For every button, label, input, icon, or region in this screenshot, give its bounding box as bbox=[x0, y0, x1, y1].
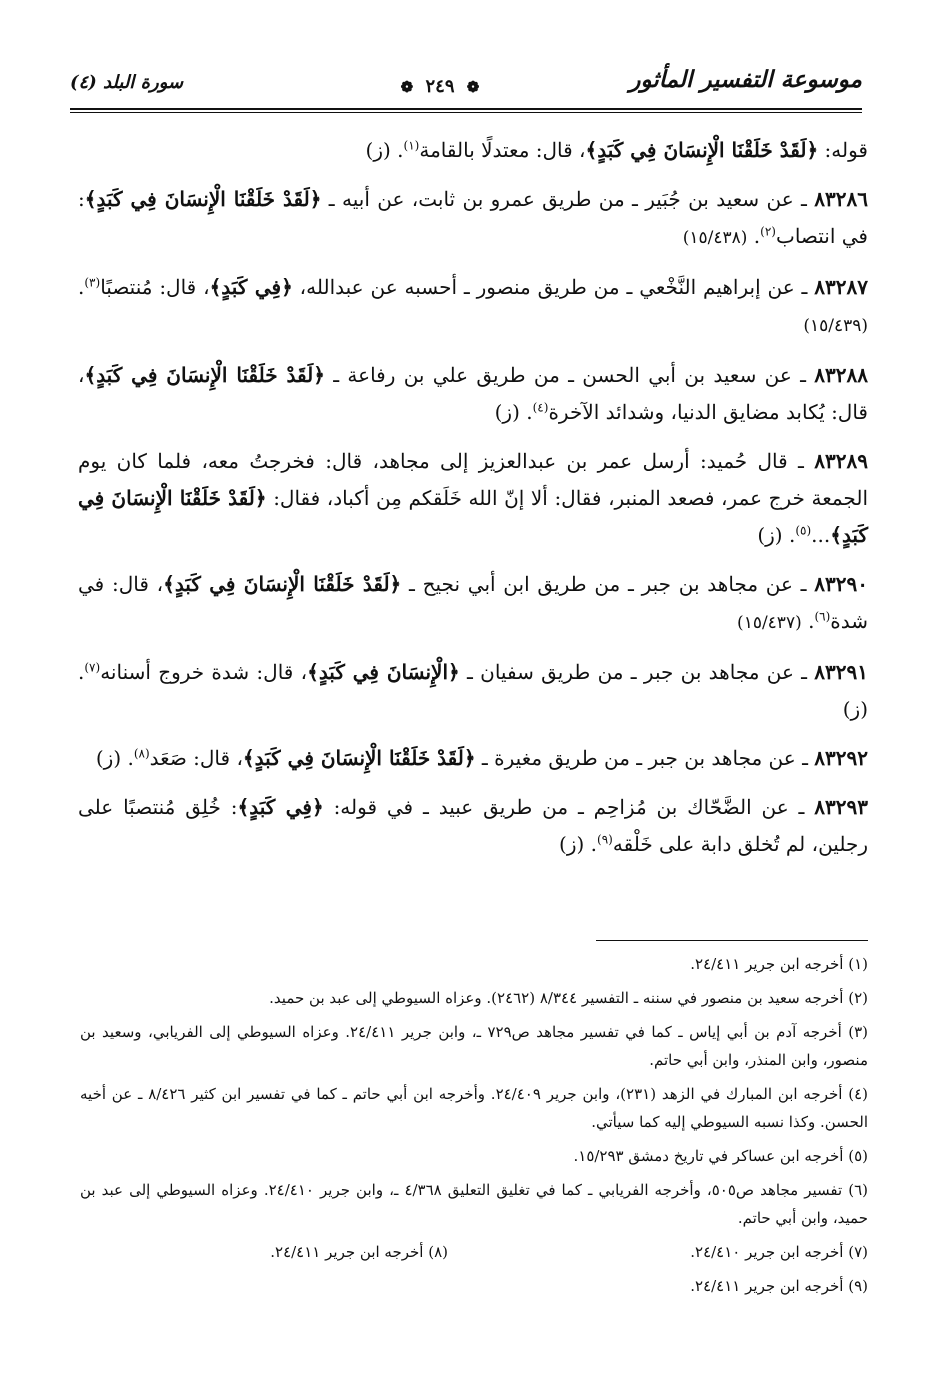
footnotes bbox=[80, 950, 868, 1306]
quran-verse: ﴿لَقَدْ خَلَقْنَا الْإِنسَانَ فِي كَبَدٍ﴾ bbox=[163, 572, 402, 596]
footnote-marker: (١) bbox=[403, 138, 420, 153]
quran-verse: ﴿لَقَدْ خَلَقْنَا الْإِنسَانَ فِي كَبَدٍ﴾ bbox=[585, 138, 819, 162]
main-text bbox=[78, 132, 868, 875]
footnote-marker: (٣) bbox=[84, 275, 101, 290]
footnote-8: (٨) أخرجه ابن جرير ٢٤/٤١١. bbox=[270, 1243, 448, 1261]
narration-entry bbox=[78, 443, 868, 554]
entry-text: ـ عن مجاهد بن جبر ـ من طريق ابن أبي نجيح ـ bbox=[401, 572, 815, 596]
entry-text: ، قال: معتدلًا بالقامة bbox=[419, 138, 586, 162]
footnote-row bbox=[80, 1238, 868, 1266]
entry-text: قوله: bbox=[818, 138, 868, 162]
entry-text: . (ز) bbox=[365, 138, 404, 162]
quran-verse: ﴿لَقَدْ خَلَقْنَا الْإِنسَانَ فِي كَبَدٍ﴾ bbox=[84, 187, 322, 211]
footnote-7: (٧) أخرجه ابن جرير ٢٤/٤١٠. bbox=[690, 1243, 868, 1261]
entry-number: ٨٣٢٩١ bbox=[814, 660, 868, 684]
volume-reference: (١٥/٤٣٩) bbox=[803, 316, 868, 336]
entry-number: ٨٣٢٩٣ bbox=[814, 795, 869, 819]
footnote-marker: (٧) bbox=[84, 660, 101, 675]
entry-text: ـ عن سعيد بن جُبَير ـ من طريق عمرو بن ثابت، عن أبيه ـ bbox=[321, 187, 815, 211]
page-header bbox=[70, 62, 862, 112]
footnote-6: (٦) تفسير مجاهد ص٥٠٥، وأخرجه الفريابي ـ كما في تغليق التعليق ٤/٣٦٨ ـ، وابن جرير ٢٤/٤١٠. وعزاه السيوطي إلى عبد بن حميد، وابن أبي حاتم. bbox=[80, 1181, 869, 1227]
entry-text: ، قال: في شدة bbox=[78, 572, 868, 633]
footnote-marker: (٦) bbox=[814, 609, 831, 624]
entry-text: ـ عن الضَّحّاك بن مُزاحِم ـ من طريق عبيد ـ في قوله: bbox=[323, 795, 815, 819]
footnote-9: (٩) أخرجه ابن جرير ٢٤/٤١١. bbox=[690, 1277, 868, 1295]
entry-text: ـ عن سعيد بن أبي الحسن ـ من طريق علي بن رفاعة ـ bbox=[324, 363, 815, 387]
entry-text: . (ز) bbox=[78, 660, 868, 721]
narration-entry bbox=[78, 269, 868, 345]
footnote-2: (٢) أخرجه سعيد بن منصور في سننه ـ التفسير ٨/٣٤٤ (٢٤٦٢). وعزاه السيوطي إلى عبد بن حميد. bbox=[269, 989, 868, 1007]
entry-number: ٨٣٢٨٦ bbox=[814, 187, 868, 211]
narration-entry bbox=[78, 789, 868, 863]
entry-text: : خُلِق مُنتصبًا على رجلين، لم تُخلق دابة على خَلْقه bbox=[78, 795, 868, 856]
entry-text: ، قال: صَعَد bbox=[149, 746, 243, 770]
footnote-1: (١) أخرجه ابن جرير ٢٤/٤١١. bbox=[690, 955, 868, 973]
ornament-icon: ❁ bbox=[400, 78, 414, 96]
narration-entry bbox=[78, 181, 868, 257]
quran-verse: ﴿لَقَدْ خَلَقْنَا الْإِنسَانَ فِي كَبَدٍ﴾ bbox=[84, 363, 325, 387]
header-rule-thin bbox=[70, 112, 862, 113]
entry-text: . (ز) bbox=[559, 832, 598, 856]
volume-reference: (١٥/٤٣٧) bbox=[737, 613, 802, 633]
footnote-marker: (٤) bbox=[532, 400, 549, 415]
footnote-separator bbox=[596, 940, 868, 941]
book-title: موسوعة التفسير المأثور bbox=[629, 66, 862, 93]
narration-entry bbox=[78, 566, 868, 642]
narration-entry bbox=[78, 132, 868, 169]
entry-number: ٨٣٢٨٧ bbox=[814, 275, 868, 299]
entry-text: . bbox=[78, 275, 85, 299]
footnote-4: (٤) أخرجه ابن المبارك في الزهد (٢٣١)، وابن جرير ٢٤/٤٠٩. وأخرجه ابن أبي حاتم ـ كما في تفسير ابن كثير ٨/٤٢٦ ـ عن أخيه الحسن. وكذا نسبه السيوطي إليه كما سيأتي. bbox=[80, 1085, 868, 1131]
quran-verse: ﴿لَقَدْ خَلَقْنَا الْإِنسَانَ فِي كَبَدٍ﴾ bbox=[78, 486, 868, 547]
entry-number: ٨٣٢٩٠ bbox=[814, 572, 868, 596]
quran-verse: ﴿فِي كَبَدٍ﴾ bbox=[209, 275, 293, 299]
entry-text: . bbox=[801, 609, 815, 633]
footnote-5: (٥) أخرجه ابن عساكر في تاريخ دمشق ١٥/٢٩٣. bbox=[573, 1147, 868, 1165]
entry-text: . (ز) bbox=[95, 746, 134, 770]
entry-text: ، قال: مُنتصبًا bbox=[100, 275, 210, 299]
footnote-marker: (٥) bbox=[795, 523, 812, 538]
quran-verse: ﴿لَقَدْ خَلَقْنَا الْإِنسَانَ فِي كَبَدٍ﴾ bbox=[242, 746, 476, 770]
entry-text: : في انتصاب bbox=[78, 187, 868, 248]
ornament-icon: ❁ bbox=[466, 78, 480, 96]
footnote-marker: (٢) bbox=[760, 224, 776, 239]
entry-text: . (ز) bbox=[494, 400, 533, 424]
entry-text: . (ز) bbox=[757, 523, 796, 547]
quran-verse: ﴿فِي كَبَدٍ﴾ bbox=[237, 795, 324, 819]
entry-number: ٨٣٢٨٩ bbox=[814, 449, 868, 473]
footnote-marker: (٩) bbox=[597, 832, 613, 847]
entry-text: ـ عن إبراهيم النَّخْعي ـ من طريق منصور ـ أحسبه عن عبدالله، bbox=[292, 275, 815, 299]
narration-entry bbox=[78, 357, 868, 431]
header-rule bbox=[70, 108, 862, 110]
volume-reference: (١٥/٤٣٨) bbox=[682, 228, 748, 248]
entry-text: ـ عن مجاهد بن جبر ـ من طريق سفيان ـ bbox=[459, 660, 815, 684]
page-number-block bbox=[340, 76, 540, 97]
footnote-marker: (٨) bbox=[133, 746, 150, 761]
entry-text: . bbox=[747, 224, 761, 248]
entry-text: ، قال: شدة خروج أسنانه bbox=[100, 660, 308, 684]
footnote-3: (٣) أخرجه آدم بن أبي إياس ـ كما في تفسير مجاهد ص٧٢٩ ـ، وابن جرير ٢٤/٤١١. وعزاه السيوطي إلى الفريابي، وسعيد بن منصور، وابن المنذر، وابن أبي حاتم. bbox=[80, 1023, 869, 1069]
narration-entry bbox=[78, 740, 868, 777]
entry-text: ـ عن مجاهد بن جبر ـ من طريق مغيرة ـ bbox=[475, 746, 815, 770]
narration-entry bbox=[78, 654, 868, 728]
entry-text: ، قال: يُكابد مضايق الدنيا، وشدائد الآخرة bbox=[78, 363, 868, 424]
entry-number: ٨٣٢٩٢ bbox=[814, 746, 868, 770]
entry-number: ٨٣٢٨٨ bbox=[814, 363, 869, 387]
quran-verse: ﴿الْإِنسَانَ فِي كَبَدٍ﴾ bbox=[307, 660, 460, 684]
entry-text: ... bbox=[811, 523, 831, 547]
entry-text: ـ قال حُميد: أرسل عمر بن عبدالعزيز إلى مجاهد، قال: فخرجتُ معه، فلما كان يوم الجمعة خرج عمر، فصعد المنبر، فقال: ألا إنّ الله خَلَقكم مِن أكباد، فقال: bbox=[78, 449, 868, 510]
page-number: ٢٤٩ bbox=[425, 76, 455, 97]
surah-title: سورة البلد (٤) bbox=[70, 72, 184, 93]
